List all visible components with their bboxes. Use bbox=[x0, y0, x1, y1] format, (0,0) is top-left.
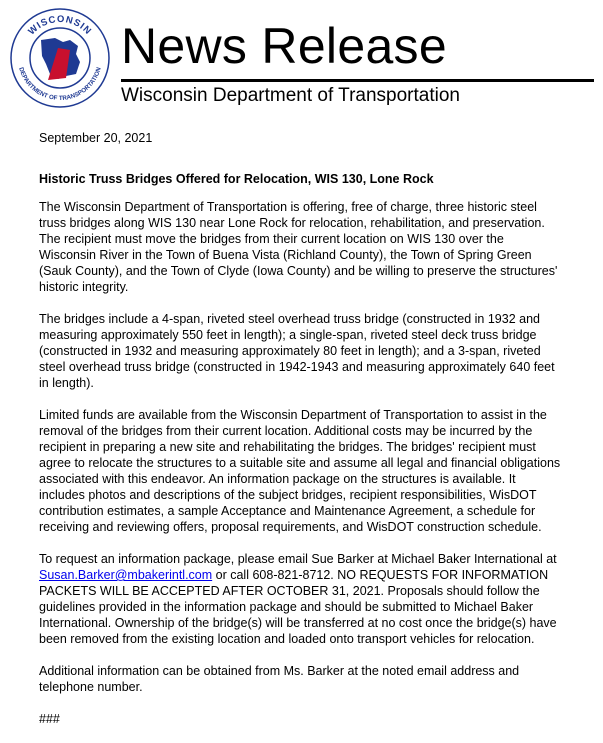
paragraph-4-intro: To request an information package, please email Sue Barker at Michael Baker International at bbox=[39, 552, 557, 566]
end-mark: ### bbox=[39, 712, 60, 726]
paragraph-4-rest: or call 608-821-8712. NO REQUESTS FOR INFORMATION PACKETS WILL BE ACCEPTED AFTER OCTOBER 31, 2021. Proposals should follow the guidelines provided in the information package and should be submitted to Michael Baker International. Ownership of the bridge(s) will be transferred at no cost once the bridge(s) have been removed from the existing location and loaded onto transport vehicles for relocation. bbox=[39, 568, 557, 646]
release-date: September 20, 2021 bbox=[39, 131, 153, 145]
department-subtitle: Wisconsin Department of Transportation bbox=[121, 85, 460, 106]
wisdot-logo bbox=[8, 6, 112, 110]
header-divider bbox=[121, 79, 594, 82]
paragraph-3: Limited funds are available from the Wisconsin Department of Transportation to assist in the removal of the bridges from their current location. Additional costs may be incurred by the recipient in preparing a new site and rehabilitating the bridges. The bridges' recipient must agree to relocate the structures to a suitable site and assume all legal and financial obligations associated with this endeavor. An information package on the structures is available. It includes photos and descriptions of the subject bridges, recipient responsibilities, WisDOT contribution estimates, a sample Acceptance and Maintenance Agreement, a schedule for receiving and reviewing offers, proposal requirements, and WisDOT construction schedule. bbox=[39, 408, 561, 534]
email-link[interactable]: Susan.Barker@mbakerintl.com bbox=[39, 568, 213, 582]
paragraph-1: The Wisconsin Department of Transportation is offering, free of charge, three historic steel truss bridges along WIS 130 near Lone Rock for relocation, rehabilitation, and preservation. The recipient must move the bridges from their current location on WIS 130 over the Wisconsin River in the Town of Buena Vista (Richland County), the Town of Spring Green (Sauk County), and the Town of Clyde (Iowa County) and be willing to preserve the structures' historic integrity. bbox=[39, 200, 558, 294]
paragraph-5: Additional information can be obtained from Ms. Barker at the noted email address and telephone number. bbox=[39, 664, 520, 694]
logo-text-top: WISCONSIN bbox=[26, 13, 94, 38]
logo-text-bottom: DEPARTMENT OF TRANSPORTATION bbox=[17, 66, 103, 103]
page-title: News Release bbox=[121, 18, 447, 74]
headline: Historic Truss Bridges Offered for Relocation, WIS 130, Lone Rock bbox=[39, 172, 434, 186]
paragraph-2: The bridges include a 4-span, riveted steel overhead truss bridge (constructed in 1932 and measuring approximately 550 feet in length); a single-span, riveted steel deck truss bridge (constructed in 1932 and measuring approximately 80 feet in length); and a 3-span, riveted steel overhead truss bridge (constructed in 1942-1943 and measuring approximately 640 feet in length). bbox=[39, 312, 555, 390]
paragraph-4 bbox=[39, 551, 561, 647]
release-body bbox=[39, 199, 561, 743]
